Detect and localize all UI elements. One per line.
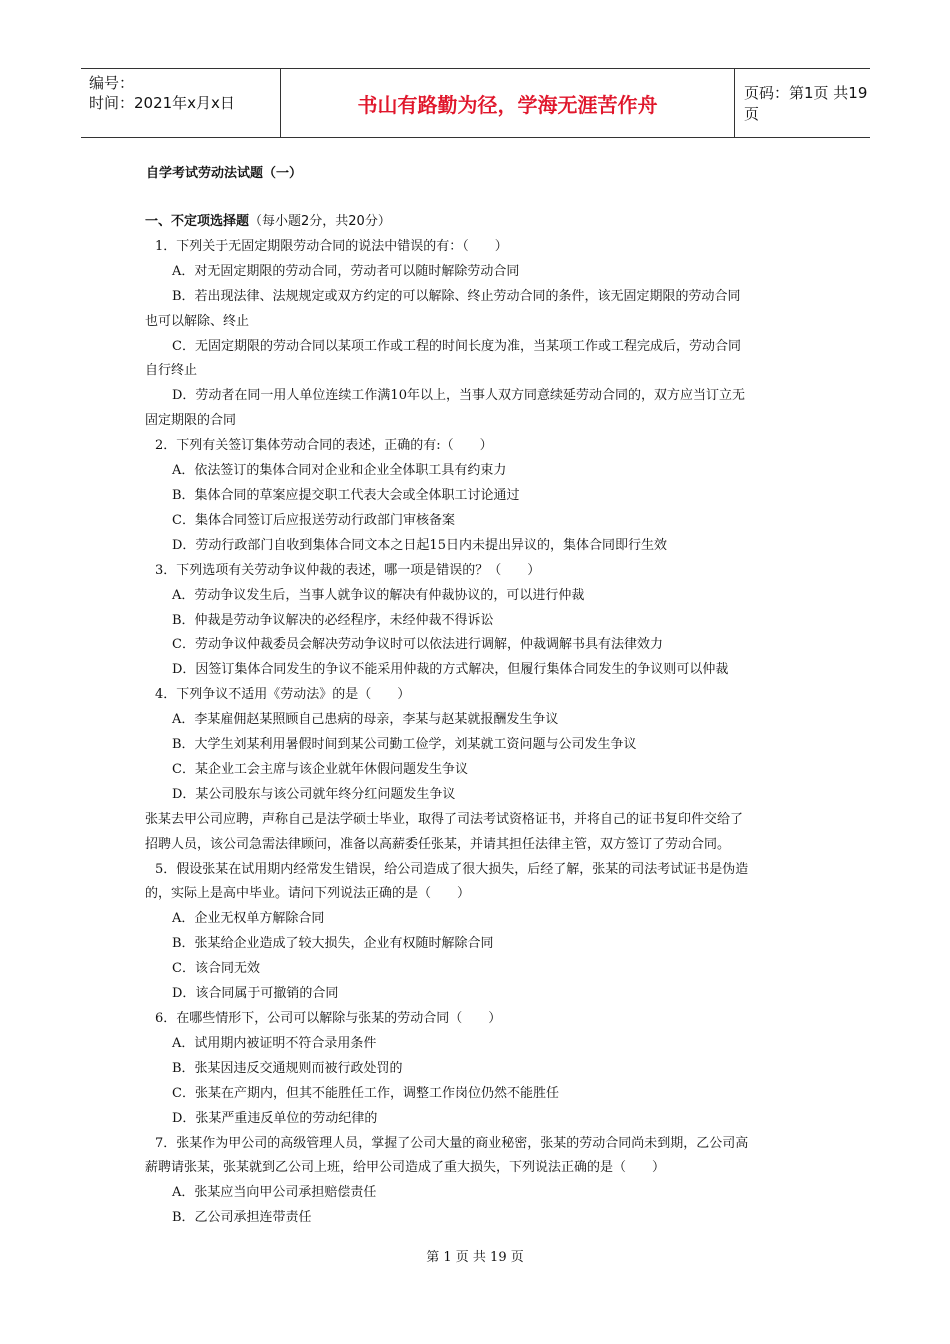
answer-option: D．某公司股东与该公司就年终分红问题发生争议: [172, 786, 456, 802]
document-body: [145, 210, 815, 1231]
question-list: [145, 235, 815, 1231]
section-heading: [145, 210, 815, 235]
answer-option: C．集体合同签订后应报送劳动行政部门审核备案: [172, 512, 455, 528]
option-continuation: 固定期限的合同: [145, 413, 237, 429]
answer-option: B．集体合同的草案应提交职工代表大会或全体职工讨论通过: [172, 487, 520, 503]
answer-option: D．劳动行政部门自收到集体合同文本之日起15日内未提出异议的，集体合同即行生效: [172, 537, 667, 553]
answer-option: B．若出现法律、法规规定或双方约定的可以解除、终止劳动合同的条件，该无固定期限的劳动合同: [172, 288, 741, 304]
answer-option: C．张某在产期内，但其不能胜任工作，调整工作岗位仍然不能胜任: [172, 1085, 559, 1101]
answer-option: D．张某严重违反单位的劳动纪律的: [172, 1110, 378, 1126]
answer-option: C．某企业工会主席与该企业就年休假问题发生争议: [172, 761, 468, 777]
option-continuation: 自行终止: [145, 363, 198, 379]
header-meta-cell: [81, 69, 281, 137]
paragraph-line: 的，实际上是高中毕业。请问下列说法正确的是（ ）: [145, 886, 471, 902]
answer-option: B．乙公司承担连带责任: [172, 1210, 312, 1226]
answer-option: C．该合同无效: [172, 961, 260, 977]
answer-option: C．劳动争议仲裁委员会解决劳动争议时可以依法进行调解，仲裁调解书具有法律效力: [172, 637, 663, 653]
page-footer: 第 1 页 共 19 页: [426, 1250, 524, 1265]
answer-option: D．该合同属于可撤销的合同: [172, 986, 339, 1002]
question-stem: 1．下列关于无固定期限劳动合同的说法中错误的有：（ ）: [155, 238, 508, 254]
answer-option: A．企业无权单方解除合同: [172, 911, 325, 927]
question-stem: 4．下列争议不适用《劳动法》的是（ ）: [155, 687, 411, 703]
option-continuation: 也可以解除、终止: [145, 313, 250, 329]
question-stem: 6．在哪些情形下，公司可以解除与张某的劳动合同（ ）: [155, 1011, 502, 1026]
header-motto: 书山有路勤为径，学海无涯苦作舟: [281, 69, 735, 137]
paragraph-line: 薪聘请张某，张某就到乙公司上班，给甲公司造成了重大损失，下列说法正确的是（ ）: [145, 1160, 666, 1176]
header-page-label: 页码：第1页 共19页: [744, 84, 868, 123]
page-header: [81, 68, 870, 138]
answer-option: D．因签订集体合同发生的争议不能采用仲裁的方式解决，但履行集体合同发生的争议则可以仲裁: [172, 662, 729, 678]
answer-option: B．大学生刘某利用暑假时间到某公司勤工俭学，刘某就工资问题与公司发生争议: [172, 737, 637, 753]
paragraph-line: 张某去甲公司应聘，声称自己是法学硕士毕业，取得了司法考试资格证书，并将自己的证书复印件交给了: [145, 811, 744, 827]
answer-option: A．劳动争议发生后，当事人就争议的解决有仲裁协议的，可以进行仲裁: [172, 587, 585, 603]
answer-option: A．张某应当向甲公司承担赔偿责任: [172, 1185, 377, 1201]
answer-option: B．张某因违反交通规则而被行政处罚的: [172, 1060, 403, 1076]
answer-option: B．张某给企业造成了较大损失，企业有权随时解除合同: [172, 936, 494, 952]
document-number-label: 编号：: [89, 74, 135, 92]
question-stem: 2．下列有关签订集体劳动合同的表述，正确的有:（ ）: [155, 438, 493, 454]
paragraph-line: 招聘人员，该公司急需法律顾问，准备以高薪委任张某，并请其担任法律主管，双方签订了劳动合同。: [145, 836, 731, 852]
question-stem: 7．张某作为甲公司的高级管理人员，掌握了公司大量的商业秘密，张某的劳动合同尚未到期，乙公司高: [155, 1135, 749, 1151]
section-heading-note: （每小题2分，共20分）: [249, 214, 391, 229]
answer-option: A．试用期内被证明不符合录用条件: [172, 1035, 377, 1051]
question-stem: 3．下列选项有关劳动争议仲裁的表述，哪一项是错误的？（ ）: [155, 562, 541, 578]
document-time-label: 时间：2021年x月x日: [89, 94, 235, 112]
answer-option: A．对无固定期限的劳动合同，劳动者可以随时解除劳动合同: [172, 263, 520, 279]
section-heading-title: 一、不定项选择题: [145, 214, 250, 229]
answer-option: A．李某雇佣赵某照顾自己患病的母亲，李某与赵某就报酬发生争议: [172, 712, 559, 728]
question-stem: 5．假设张某在试用期内经常发生错误，给公司造成了很大损失，后经了解，张某的司法考试证书是伪造: [155, 861, 749, 877]
answer-option: D．劳动者在同一用人单位连续工作满10年以上，当事人双方同意续延劳动合同的，双方应当订立无: [172, 388, 745, 404]
answer-option: A．依法签订的集体合同对企业和企业全体职工具有约束力: [172, 463, 507, 479]
document-title: 自学考试劳动法试题（一）: [146, 166, 303, 181]
answer-option: C．无固定期限的劳动合同以某项工作或工程的时间长度为准，当某项工作或工程完成后，劳动合同: [172, 338, 741, 354]
answer-option: B．仲裁是劳动争议解决的必经程序，未经仲裁不得诉讼: [172, 612, 494, 628]
